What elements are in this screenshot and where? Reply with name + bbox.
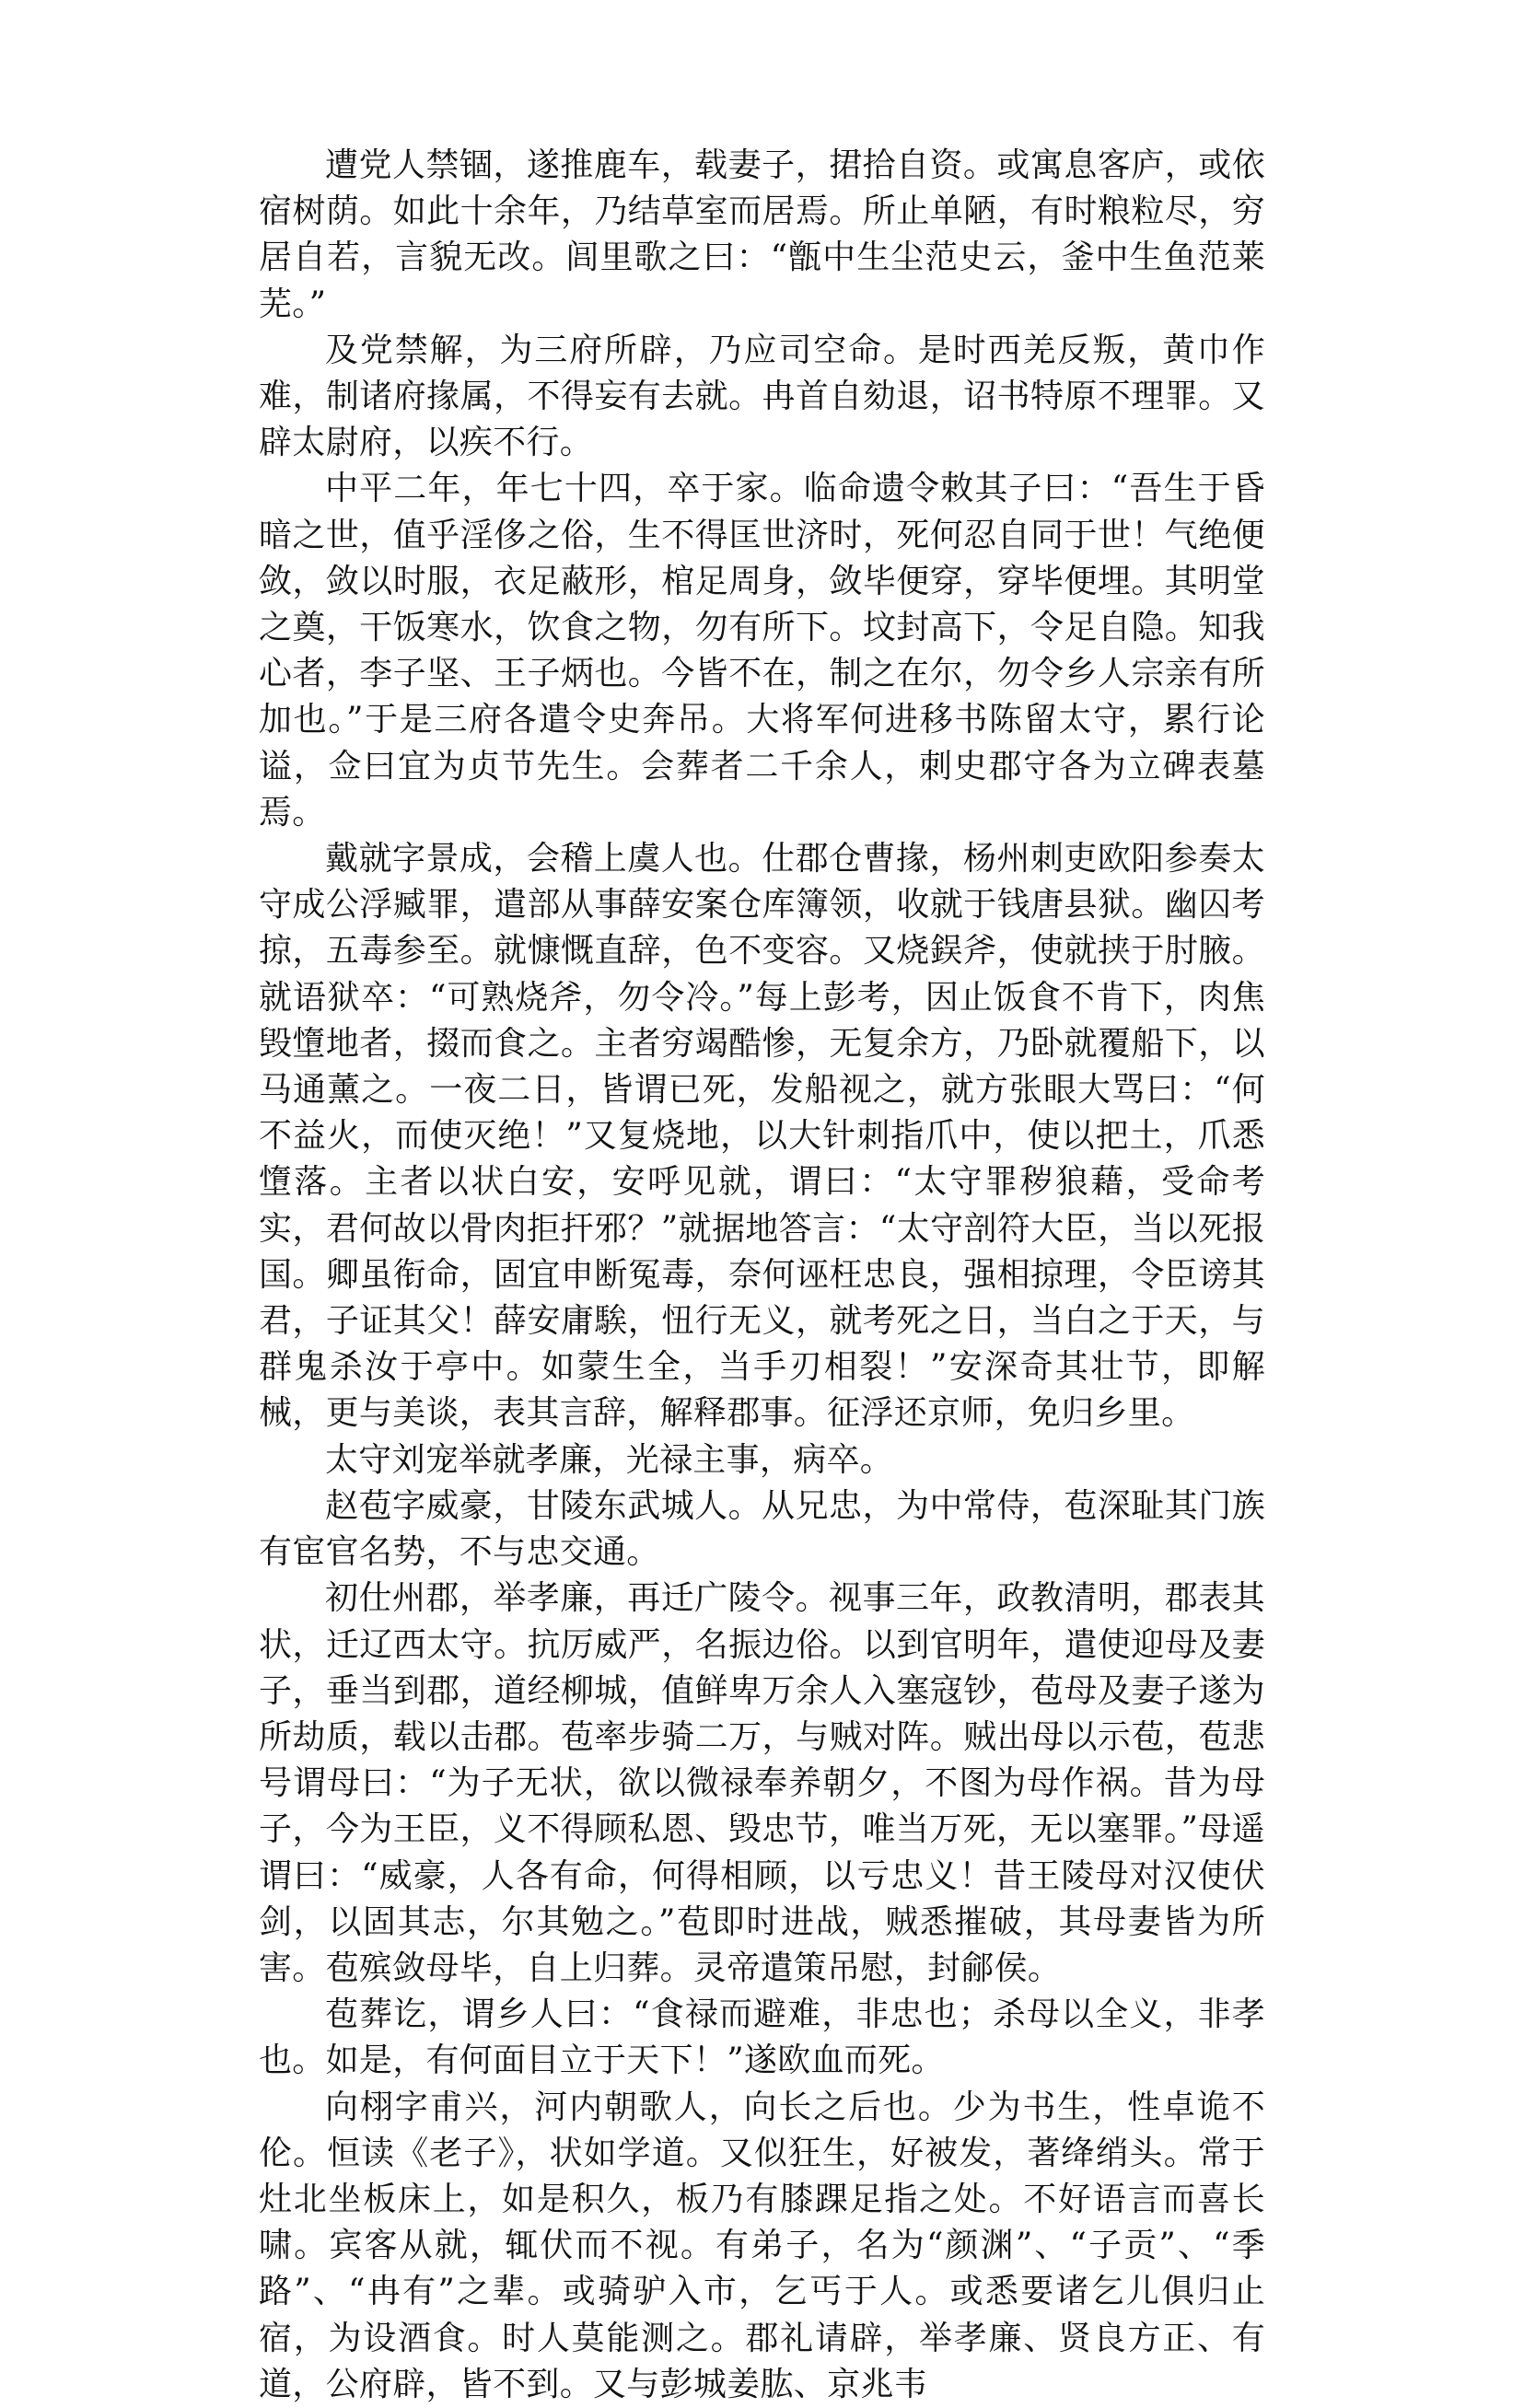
paragraph-xiang-xu: 向栩字甫兴，河内朝歌人，向长之后也。少为书生，性卓诡不伦。恒读《老子》，状如学道。又似狂生，好被发，著绛绡头。常于灶北坐板床上，如是积久，板乃有膝踝足指之处。不好语言而喜长啸。宾客从就，辄伏而不视。有弟子，名为“颜渊”、“子贡”、“季路”、“冉有”之辈。或骑驴入市，乞丐于人。或悉要诸乞儿俱归止宿，为设酒食。时人莫能测之。郡礼请辟，举孝廉、贤良方正、有道，公府辟，皆不到。又与彭城姜肱、京兆韦 xyxy=(259,2088,1265,2403)
paragraph-zhao-bao-death: 苞葬讫，谓乡人曰：“食禄而避难，非忠也；杀母以全义，非孝也。如是，有何面目立于天下！”遂欧血而死。 xyxy=(259,1995,1265,2080)
paragraph-zhao-bao-battle: 初仕州郡，举孝廉，再迁广陵令。视事三年，政教清明，郡表其状，迁辽西太守。抗厉威严，名振边俗。以到官明年，遣使迎母及妻子，垂当到郡，道经柳城，值鲜卑万余人入塞寇钞，苞母及妻子遂为所劫质，载以击郡。苞率步骑二万，与贼对阵。贼出母以示苞，苞悲号谓母曰：“为子无状，欲以微禄奉养朝夕，不图为母作祸。昔为母子，今为王臣，义不得顾私恩、毁忠节，唯当万死，无以塞罪。”母遥谓曰：“威豪，人各有命，何得相顾，以亏忠义！昔王陵母对汉使伏剑，以固其志，尔其勉之。”苞即时进战，贼悉摧破，其母妻皆为所害。苞殡敛母毕，自上归葬。灵帝遣策吊慰，封鄃侯。 xyxy=(259,1579,1265,1987)
paragraph-zhao-bao-intro: 赵苞字威豪，甘陵东武城人。从兄忠，为中常侍，苞深耻其门族有宦官名势，不与忠交通。 xyxy=(259,1486,1265,1572)
document-body xyxy=(259,143,1265,2408)
paragraph-fan-ran-death: 中平二年，年七十四，卒于家。临命遗令敕其子曰：“吾生于昏暗之世，值乎淫侈之俗，生不得匡世济时，死何忍自同于世！气绝便敛，敛以时服，衣足蔽形，棺足周身，敛毕便穿，穿毕便埋。其明堂之奠，干饭寒水，饮食之物，勿有所下。坟封高下，令足自隐。知我心者，李子坚、王子炳也。今皆不在，制之在尔，勿令乡人宗亲有所加也。”于是三府各遣令史奔吊。大将军何进移书陈留太守，累行论谥，佥曰宜为贞节先生。会葬者二千余人，刺史郡守各为立碑表墓焉。 xyxy=(259,470,1265,832)
paragraph-dai-jiu: 戴就字景成，会稽上虞人也。仕郡仓曹掾，杨州刺吏欧阳参奏太守成公浮臧罪，遣部从事薛安案仓库簿领，收就于钱唐县狱。幽囚考掠，五毒参至。就慷慨直辞，色不变容。又烧鋘斧，使就挟于肘腋。就语狱卒：“可熟烧斧，勿令冷。”每上彭考，因止饭食不肯下，肉焦毁墯地者，掇而食之。主者穷竭酷惨，无复余方，乃卧就覆船下，以马通薰之。一夜二日，皆谓已死，发船视之，就方张眼大骂曰：“何不益火，而使灭绝！”又复烧地，以大针刺指爪中，使以把土，爪悉墯落。主者以状白安，安呼见就，谓曰：“太守罪秽狼藉，受命考实，君何故以骨肉拒扞邪？”就据地答言：“太守剖符大臣，当以死报国。卿虽衔命，固宜申断冤毒，奈何诬枉忠良，强相掠理，令臣谤其君，子证其父！薛安庸騃，忸行无义，就考死之日，当白之于天，与群鬼杀汝于亭中。如蒙生全，当手刃相裂！”安深奇其壮节，即解械，更与美谈，表其言辞，解释郡事。征浮还京师，免归乡里。 xyxy=(259,840,1265,1433)
paragraph-fan-ran-appointment: 及党禁解，为三府所辟，乃应司空命。是时西羌反叛，黄巾作难，制诸府掾属，不得妄有去就。冉首自劾退，诏书特原不理罪。又辟太尉府，以疾不行。 xyxy=(259,331,1265,462)
paragraph-fan-ran-hardship: 遭党人禁锢，遂推鹿车，载妻子，捃拾自资。或寓息客庐，或依宿树荫。如此十余年，乃结草室而居焉。所止单陋，有时粮粒尽，穷居自若，言貌无改。闾里歌之曰：“甑中生尘范史云，釜中生鱼范莱芜。” xyxy=(259,146,1265,323)
paragraph-dai-jiu-end: 太守刘宠举就孝廉，光禄主事，病卒。 xyxy=(325,1440,894,1479)
